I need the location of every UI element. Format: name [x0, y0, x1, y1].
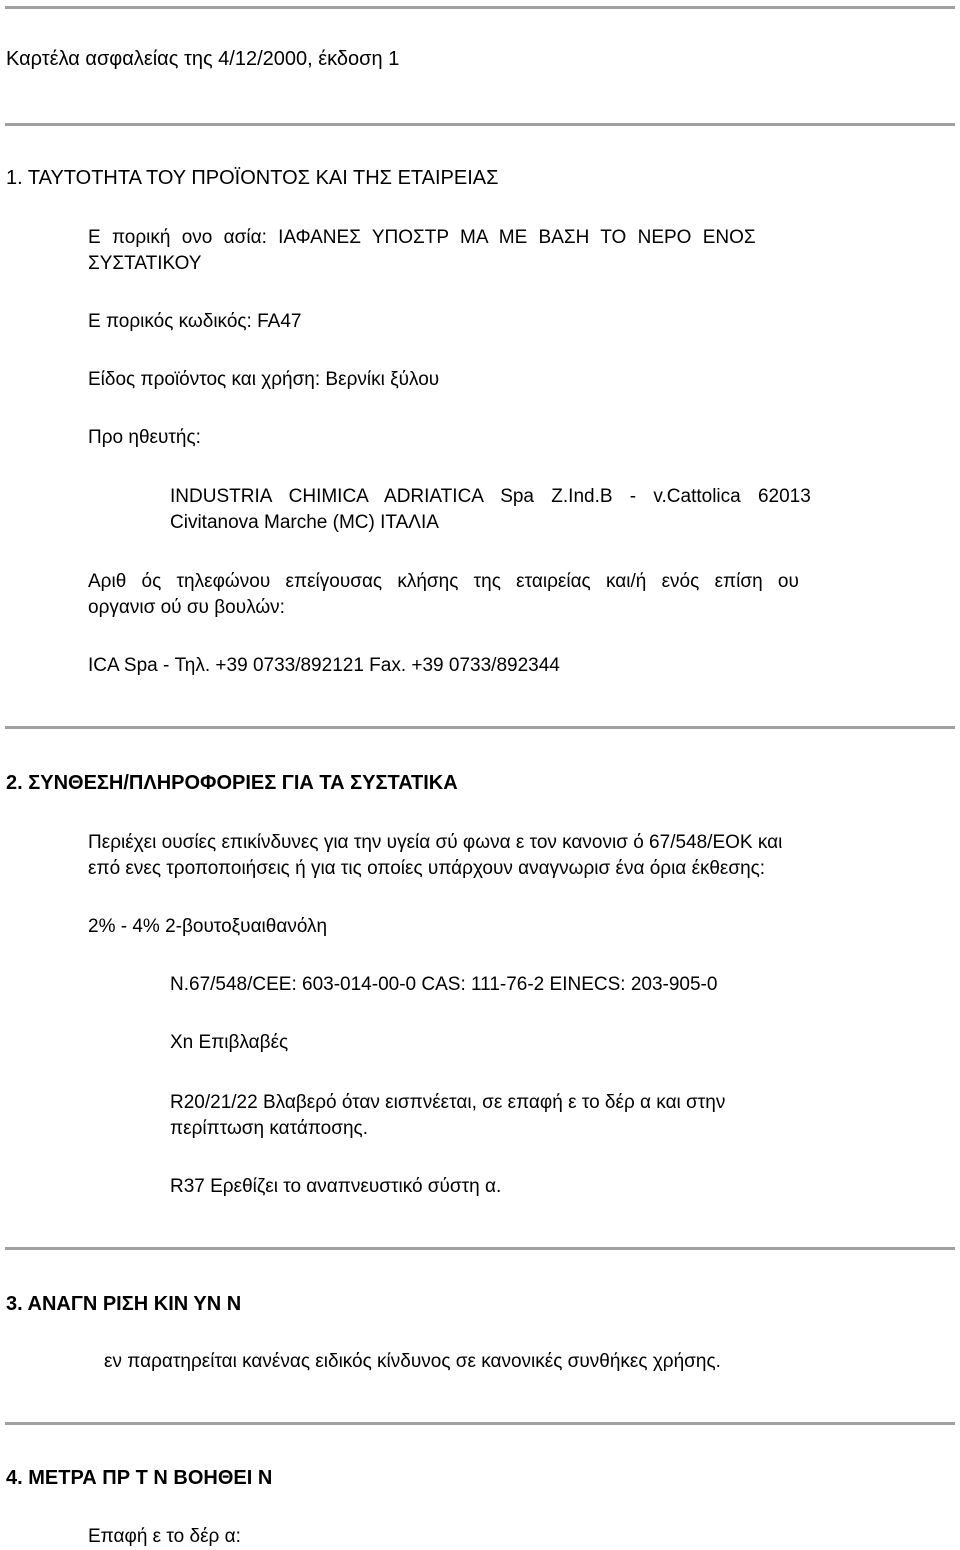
section-3-heading: 3. ΑΝΑΓΝ ΡΙΣΗ ΚΙΝ ΥΝ Ν	[6, 1293, 242, 1315]
section-divider	[5, 123, 955, 126]
top-divider	[5, 6, 955, 9]
supplier-address-line-1: INDUSTRIA CHIMICA ADRIATICA Spa Z.Ind.B - v.Cattolica 62013	[170, 486, 811, 507]
section-divider	[5, 1247, 955, 1250]
trade-name-line-2: ΣΥΣΤΑΤΙΚΟΥ	[88, 253, 202, 274]
product-use: Είδος προϊόντος και χρήση: Βερνίκι ξύλου	[88, 369, 440, 390]
component-identifiers: N.67/548/CEE: 603-014-00-0 CAS: 111-76-2 EINECS: 203-905-0	[170, 974, 718, 995]
r-phrase-1-line-1: R20/21/22 Βλαβερό όταν εισπνέεται, σε επαφή ε το δέρ α και στην	[170, 1092, 726, 1113]
supplier-label: Προ ηθευτής:	[88, 427, 201, 448]
section-divider	[5, 1422, 955, 1425]
composition-intro-line-2: επό ενες τροποποιήσεις ή για τις οποίες υπάρχουν αναγνωρισ ένα όρια έκθεσης:	[88, 858, 766, 879]
component-name: 2% - 4% 2-βουτοξυαιθανόλη	[88, 916, 328, 937]
company-contact: ICA Spa - Τηλ. +39 0733/892121 Fax. +39 0733/892344	[88, 655, 560, 676]
trade-code: Ε πορικός κωδικός: FA47	[88, 311, 302, 332]
section-divider	[5, 726, 955, 729]
emergency-phone-line-2: οργανισ ού συ βουλών:	[88, 597, 285, 618]
document-title: Καρτέλα ασφαλείας της 4/12/2000, έκδοση 1	[6, 48, 400, 70]
section-1-heading: 1. ΤΑΥΤΟΤΗΤΑ ΤΟΥ ΠΡΟΪΟΝΤΟΣ ΚΑΙ ΤΗΣ ΕΤΑΙΡΕΙΑΣ	[6, 167, 499, 189]
r-phrase-2: R37 Ερεθίζει το αναπνευστικό σύστη α.	[170, 1176, 502, 1197]
composition-intro-line-1: Περιέχει ουσίες επικίνδυνες για την υγεία σύ φωνα ε τον κανονισ ό 67/548/ΕΟΚ και	[88, 832, 783, 853]
supplier-address-line-2: Civitanova Marche (MC) ΙΤΑΛΙΑ	[170, 512, 439, 533]
trade-name-line-1: Ε πορική ονο ασία: ΙΑΦΑΝΕΣ ΥΠΟΣΤΡ ΜΑ ΜΕ ΒΑΣΗ ΤΟ ΝΕΡΟ ΕΝΟΣ	[88, 227, 756, 248]
r-phrase-1-line-2: περίπτωση κατάποσης.	[170, 1118, 368, 1139]
section-2-heading: 2. ΣΥΝΘΕΣΗ/ΠΛΗΡΟΦΟΡΙΕΣ ΓΙΑ ΤΑ ΣΥΣΤΑΤΙΚΑ	[6, 772, 458, 794]
skin-contact-label: Επαφή ε το δέρ α:	[88, 1526, 241, 1547]
hazards-text: εν παρατηρείται κανένας ειδικός κίνδυνος σε κανονικές συνθήκες χρήσης.	[104, 1351, 721, 1372]
hazard-symbol: Xn Επιβλαβές	[170, 1032, 289, 1053]
emergency-phone-line-1: Αριθ ός τηλεφώνου επείγουσας κλήσης της εταιρείας και/ή ενός επίση ου	[88, 571, 799, 592]
section-4-heading: 4. ΜΕΤΡΑ ΠΡ Τ Ν ΒΟΗΘΕΙ Ν	[6, 1467, 273, 1489]
